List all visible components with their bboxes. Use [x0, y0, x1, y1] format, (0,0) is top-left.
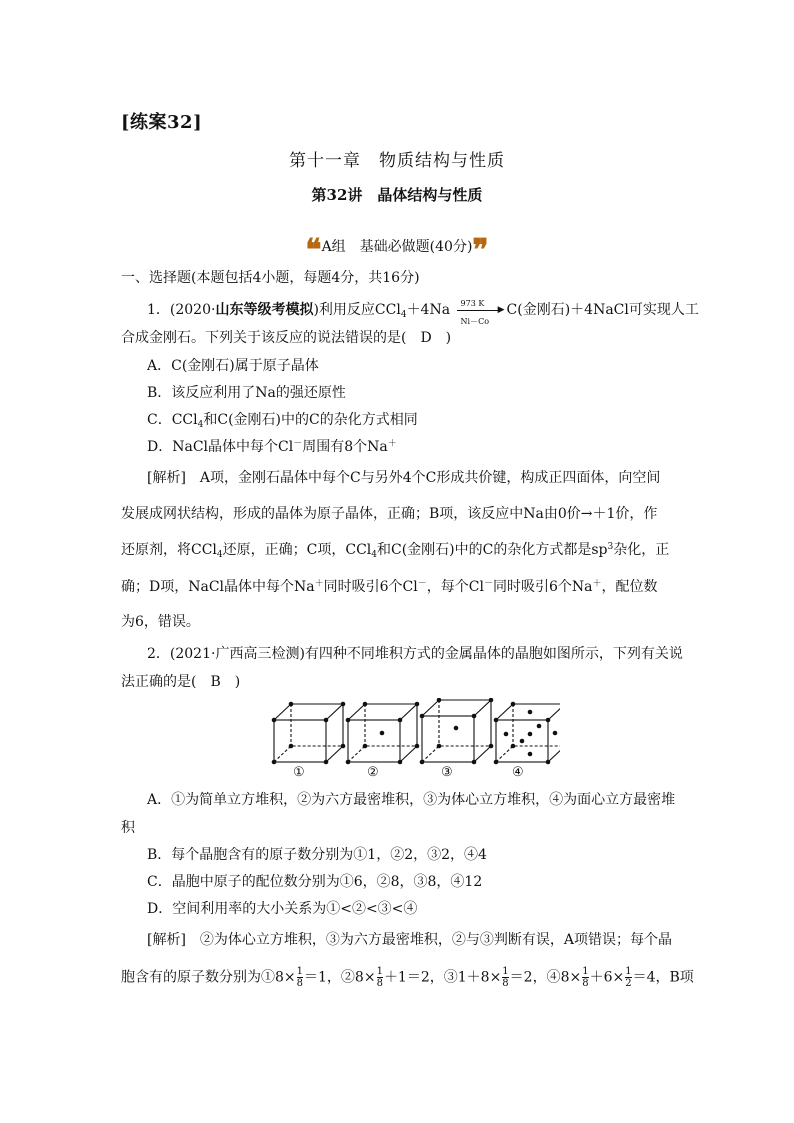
section-heading: 一、选择题(本题包括4小题，每题4分，共16分) [121, 270, 420, 286]
group-label: A组 基础必做题(40分) [321, 239, 473, 255]
q2-option-a-line1: A．①为简单立方堆积，②为六方最密堆积，③为体心立方堆积，④为面心立方最密堆 [147, 792, 676, 808]
fraction-one-eighth: $\frac{1}{8}$ [376, 966, 383, 989]
q2-option-d: D．空间利用率的大小关系为①<②<③<④ [147, 901, 418, 917]
chapter-title: 第十一章 物质结构与性质 [289, 151, 505, 171]
q1-explanation-line3: 还原剂，将CCl$_4$还原，正确；C项，CCl$_4$和C(金刚石)中的C的杂化方式都是$sp^3$杂化，正 [121, 542, 670, 560]
fraction-one-eighth: $\frac{1}{8}$ [296, 966, 304, 989]
figure-label-4: ④ [512, 765, 524, 780]
exercise-tag: [练案32] [121, 112, 203, 133]
fraction-one-half: $\frac{1}{2}$ [625, 966, 632, 989]
open-quote-icon: ❝ [305, 233, 322, 268]
q1-explanation-line1: [解析] A项，金刚石晶体中每个C与另外4个C形成共价键，构成正四面体，向空间 [147, 470, 661, 486]
figure-label-2: ② [367, 765, 379, 780]
figure-label-3: ③ [441, 765, 453, 780]
q1-explanation-line2: 发展成网状结构，形成的晶体为原子晶体，正确；B项，该反应中Na由0价→＋1价，作 [121, 506, 658, 522]
q2-option-b: B．每个晶胞含有的原子数分别为①1，②2，③2，④4 [147, 847, 487, 863]
q1-stem-line2: 合成金刚石。下列关于该反应的说法错误的是( D ) [121, 330, 452, 346]
q2-explanation-line2: 胞含有的原子数分别为①8× $\frac{1}{8}$ ＝1，②8× $\frac{1}{8}$ ＋1＝2，③1＋8× $\frac{1}{8}$ ＝2，④8× $\frac{1}{8}$ ＋6× $\frac{1}{2}$ ＝4，B项 [121, 966, 694, 989]
q2-stem-line1: 2．(2021·广西高三检测)有四种不同堆积方式的金属晶体的晶胞如图所示，下列有关说 [147, 646, 683, 662]
q2-option-a-line2: 积 [121, 820, 135, 836]
lecture-title: 第32讲 晶体结构与性质 [311, 186, 483, 204]
fraction-one-eighth: $\frac{1}{8}$ [582, 966, 589, 989]
q1-explanation-line5: 为6，错误。 [121, 614, 200, 630]
q1-option-c: C．CCl$_4$和C(金刚石)中的C的杂化方式相同 [147, 412, 418, 430]
cube-simple-cubic [274, 704, 343, 762]
q2-option-c: C．晶胞中原子的配位数分别为①6，②8，③8，④12 [147, 874, 483, 890]
q2-stem-line2: 法正确的是( B ) [121, 674, 241, 690]
fraction-one-eighth: $\frac{1}{8}$ [502, 966, 509, 989]
q1-option-d: D．NaCl晶体中每个Cl－周围有8个Na＋ [147, 439, 397, 455]
q1-option-a: A．C(金刚石)属于原子晶体 [147, 358, 319, 374]
close-quote-icon: ❞ [472, 233, 489, 268]
q1-explanation-line4: 确；D项，NaCl晶体中每个Na＋同时吸引6个Cl－，每个Cl－同时吸引6个Na＋，配位数 [121, 579, 658, 595]
cube-hexagonal [422, 700, 491, 762]
q1-option-b: B．该反应利用了Na的强还原性 [147, 385, 346, 401]
reaction-arrow: 973 K ▶ Ni－Co [457, 300, 505, 320]
q2-explanation-line1: [解析] ②为体心立方堆积，③为六方最密堆积，②与③判断有误，A项错误；每个晶 [147, 932, 673, 948]
figure-label-1: ① [293, 765, 305, 780]
group-heading [0, 233, 794, 268]
q1-stem-line1: 1．(2020·山东等级考模拟)利用反应CCl$_4$＋4Na 973 K ▶ Ni－Co C(金刚石)＋4NaCl可实现人工 [147, 299, 699, 326]
